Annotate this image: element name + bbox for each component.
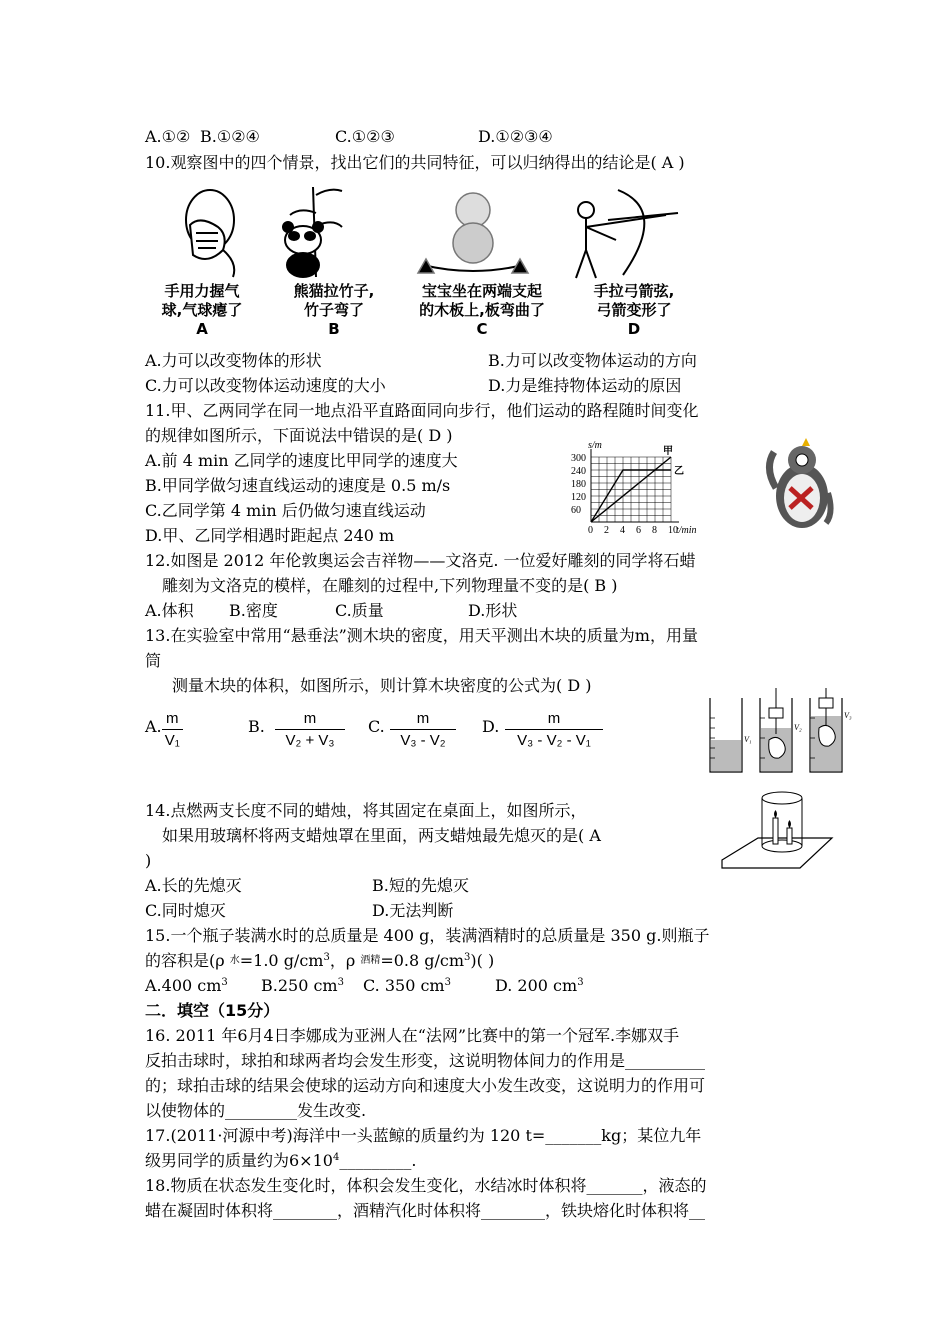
caption-line: 球,气球瘪了 bbox=[161, 301, 243, 319]
q12-stem-line1: 12.如图是 2012 年伦敦奥运会吉祥物——文洛克. 一位爱好雕刻的同学将石蜡 bbox=[145, 551, 696, 570]
q15-sup: 3 bbox=[323, 952, 330, 963]
option-text: C. 350 cm bbox=[363, 976, 445, 995]
x-tick-label: 4 bbox=[620, 525, 625, 536]
q10-caption-c bbox=[402, 282, 562, 339]
q10-option-a: A.力可以改变物体的形状 bbox=[145, 351, 322, 370]
caption-line: 竹子弯了 bbox=[303, 301, 364, 319]
q9-option-a: A.①② bbox=[145, 127, 191, 146]
q13-option-c-fraction bbox=[390, 710, 456, 749]
q12-option-d: D.形状 bbox=[468, 601, 518, 620]
q10-caption-a bbox=[146, 282, 258, 339]
fraction-denominator: V₃ - V₂ - V₁ bbox=[517, 732, 591, 749]
caption-letter: C bbox=[476, 320, 488, 338]
q15-stem-line2 bbox=[145, 950, 494, 972]
option-sup: 3 bbox=[337, 977, 344, 988]
q14-stem-line2: 如果用玻璃杯将两支蜡烛罩在里面，两支蜡烛最先熄灭的是( A bbox=[162, 826, 601, 845]
distance-time-chart bbox=[555, 440, 715, 540]
q15-sub-water: 水 bbox=[229, 955, 240, 966]
q16-line4: 以使物体的_________发生改变. bbox=[145, 1101, 367, 1120]
q13-option-a-fraction bbox=[162, 710, 183, 749]
caption-line: 手拉弓箭弦, bbox=[593, 282, 675, 300]
y-tick-label: 240 bbox=[571, 466, 586, 477]
q16-line1: 16. 2011 年6月4日李娜成为亚洲人在“法网”比赛中的第一个冠军.李娜双手 bbox=[145, 1026, 680, 1045]
q10-stem: 10.观察图中的四个情景，找出它们的共同特征，可以归纳得出的结论是( A ) bbox=[145, 153, 685, 172]
y-tick-label: 60 bbox=[571, 505, 581, 516]
caption-line: 手用力握气 bbox=[164, 282, 240, 300]
q17-line1: 17.(2011·河源中考)海洋中一头蓝鲸的质量约为 120 t=_______kg；某位九年 bbox=[145, 1126, 702, 1145]
q11-option-c: C.乙同学第 4 min 后仍做匀速直线运动 bbox=[145, 501, 426, 520]
fraction-numerator: m bbox=[275, 710, 345, 730]
q12-option-a: A.体积 bbox=[145, 601, 194, 620]
q15-stem-line1: 15.一个瓶子装满水时的总质量是 400 g，装满酒精时的总质量是 350 g.则瓶子 bbox=[145, 926, 710, 945]
series-label: 甲 bbox=[663, 446, 673, 457]
q13-stem-line1: 13.在实验室中常用“悬垂法”测木块的密度，用天平测出木块的质量为m，用量 bbox=[145, 626, 698, 645]
x-tick-label: 8 bbox=[652, 525, 657, 536]
q13-option-d-fraction bbox=[505, 710, 603, 749]
fraction-denominator: V₁ bbox=[164, 732, 180, 749]
q15-sub-alcohol: 酒精 bbox=[360, 955, 381, 966]
chart-series bbox=[591, 445, 684, 522]
q11-stem-line2: 的规律如图所示，下面说法中错误的是( D ) bbox=[145, 426, 453, 445]
cylinder-label-v1: V₁ bbox=[744, 735, 752, 744]
q14-option-b: B.短的先熄灭 bbox=[372, 876, 469, 895]
q13-stem-line2: 筒 bbox=[145, 651, 162, 670]
x-axis-label: t/min bbox=[676, 525, 697, 536]
caption-line: 宝宝坐在两端支起 bbox=[421, 282, 542, 300]
q16-line3: 的；球拍击球的结果会使球的运动方向和速度大小发生改变，这说明力的作用可 bbox=[145, 1076, 706, 1095]
q11-option-a: A.前 4 min 乙同学的速度比甲同学的速度大 bbox=[145, 451, 458, 470]
option-text: A.400 cm bbox=[145, 976, 222, 995]
candles-under-glass-figure bbox=[720, 788, 835, 873]
q15-text: ，ρ bbox=[329, 951, 361, 970]
q15-option-d bbox=[495, 975, 584, 997]
q15-sup: 3 bbox=[464, 952, 471, 963]
q16-line2: 反拍击球时，球拍和球两者均会发生形变，这说明物体间力的作用是__________ bbox=[145, 1051, 706, 1070]
q13-option-d-label: D. bbox=[482, 717, 500, 736]
q18-line1: 18.物质在状态发生变化时，体积会发生变化，水结冰时体积将_______，液态的 bbox=[145, 1176, 707, 1195]
x-tick-label: 0 bbox=[588, 525, 593, 536]
q13-option-c-label: C. bbox=[368, 717, 385, 736]
q15-option-c bbox=[363, 975, 451, 997]
balloon-hand-drawing bbox=[186, 190, 234, 277]
baby-board-drawing bbox=[418, 193, 528, 273]
graduated-cylinders-figure bbox=[705, 688, 855, 776]
q14-option-d: D.无法判断 bbox=[372, 901, 454, 920]
y-axis-label: s/m bbox=[588, 440, 602, 451]
q15-options bbox=[145, 975, 584, 997]
chart-axes bbox=[588, 440, 697, 536]
section-heading-fill-in: 二．填空（15分） bbox=[145, 1001, 280, 1020]
option-sup: 3 bbox=[221, 977, 228, 988]
cylinder-label-v2: V₂ bbox=[794, 723, 802, 732]
fraction-denominator: V₃ - V₂ bbox=[400, 732, 446, 749]
q11-option-d: D.甲、乙同学相遇时距起点 240 m bbox=[145, 526, 395, 545]
q12-options bbox=[145, 600, 518, 622]
caption-letter: A bbox=[196, 320, 208, 338]
q18-line2: 蜡在凝固时体积将________，酒精汽化时体积将________，铁块熔化时体积将__ bbox=[145, 1201, 706, 1220]
q11-option-b: B.甲同学做匀速直线运动的速度是 0.5 m/s bbox=[145, 476, 451, 495]
q13-option-b-label: B. bbox=[248, 717, 265, 736]
q10-scenes-figure bbox=[168, 185, 688, 280]
q15-text: )( ) bbox=[470, 951, 495, 970]
q9-options bbox=[145, 126, 553, 148]
q13-option-b-fraction bbox=[275, 710, 345, 749]
series-label: 乙 bbox=[674, 466, 684, 477]
archer-drawing bbox=[576, 190, 678, 278]
q17-text: _________. bbox=[339, 1151, 417, 1170]
q11-stem-line1: 11.甲、乙两同学在同一地点沿平直路面同向步行，他们运动的路程随时间变化 bbox=[145, 401, 699, 420]
q17-line2 bbox=[145, 1150, 416, 1172]
q12-option-c: C.质量 bbox=[335, 601, 384, 620]
q10-option-d: D.力是维持物体运动的原因 bbox=[488, 376, 682, 395]
q15-text: =0.8 g/cm bbox=[380, 951, 465, 970]
q10-caption-b bbox=[278, 282, 390, 339]
q9-option-b: B.①②④ bbox=[200, 127, 260, 146]
q15-text: =1.0 g/cm bbox=[239, 951, 324, 970]
y-tick-label: 180 bbox=[571, 479, 586, 490]
y-tick-label: 300 bbox=[571, 453, 586, 464]
cylinder-label-v3: V₃ bbox=[844, 711, 852, 720]
fraction-numerator: m bbox=[162, 710, 183, 730]
q12-stem-line2: 雕刻为文洛克的模样，在雕刻的过程中,下列物理量不变的是( B ) bbox=[162, 576, 618, 595]
q14-stem-line3: ) bbox=[145, 851, 152, 870]
fraction-numerator: m bbox=[505, 710, 603, 730]
q14-option-a: A.长的先熄灭 bbox=[145, 876, 242, 895]
caption-line: 的木板上,板弯曲了 bbox=[419, 301, 545, 319]
q17-exponent: 4 bbox=[332, 1152, 340, 1163]
q13-stem-line3: 测量木块的体积，如图所示，则计算木块密度的公式为( D ) bbox=[172, 676, 592, 695]
x-tick-label: 10 bbox=[668, 525, 678, 536]
option-sup: 3 bbox=[444, 977, 451, 988]
q15-text: 的容积是(ρ bbox=[145, 951, 230, 970]
q10-caption-d bbox=[578, 282, 690, 339]
q15-option-a bbox=[145, 976, 228, 995]
caption-line: 熊猫拉竹子, bbox=[293, 282, 375, 300]
y-tick-label: 120 bbox=[571, 492, 586, 503]
option-text: D. 200 cm bbox=[495, 976, 578, 995]
fraction-numerator: m bbox=[390, 710, 456, 730]
q17-text: 级男同学的质量约为6×10 bbox=[145, 1151, 333, 1170]
q10-option-c: C.力可以改变物体运动速度的大小 bbox=[145, 376, 386, 395]
x-tick-label: 6 bbox=[636, 525, 641, 536]
caption-letter: D bbox=[627, 320, 641, 338]
option-text: B.250 cm bbox=[261, 976, 338, 995]
fraction-denominator: V₂ + V₃ bbox=[285, 732, 335, 749]
q9-option-c: C.①②③ bbox=[335, 127, 395, 146]
q13-option-a-label: A. bbox=[145, 717, 162, 736]
q14-stem-line1: 14.点燃两支长度不同的蜡烛，将其固定在桌面上，如图所示， bbox=[145, 801, 587, 820]
caption-line: 弓箭变形了 bbox=[596, 301, 672, 319]
q12-option-b: B.密度 bbox=[229, 601, 278, 620]
q15-option-b bbox=[261, 975, 344, 997]
option-sup: 3 bbox=[577, 977, 584, 988]
q14-option-c: C.同时熄灭 bbox=[145, 901, 226, 920]
panda-bamboo-drawing bbox=[283, 187, 342, 277]
wenlock-mascot-figure bbox=[760, 438, 835, 533]
x-tick-label: 2 bbox=[604, 525, 609, 536]
caption-letter: B bbox=[328, 320, 340, 338]
q10-option-b: B.力可以改变物体运动的方向 bbox=[488, 351, 697, 370]
q9-option-d: D.①②③④ bbox=[478, 127, 553, 146]
